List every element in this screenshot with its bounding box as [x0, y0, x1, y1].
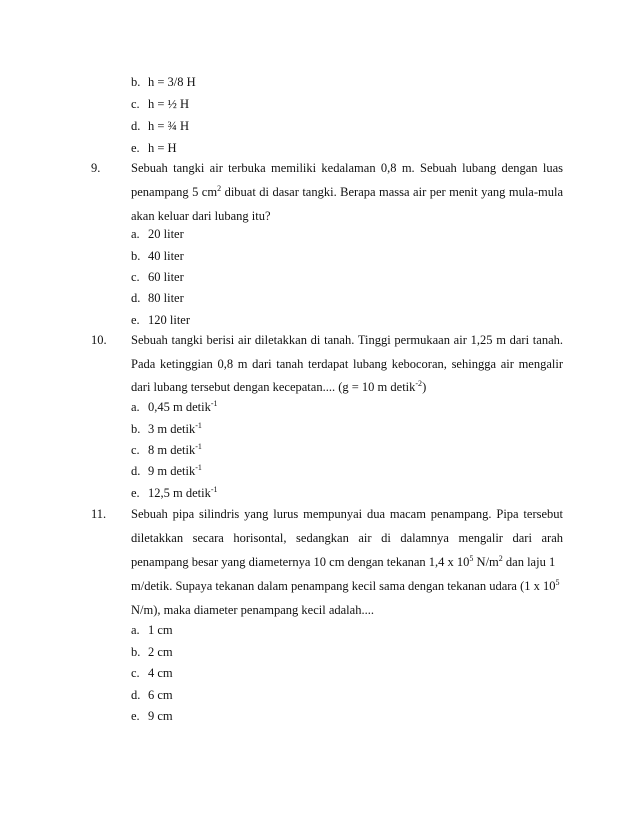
option-c: [0, 94, 638, 114]
question-10-option-e: [0, 483, 638, 503]
option-letter: b.: [131, 75, 141, 89]
question-text: [131, 576, 563, 596]
text-segment: penampang besar yang diameternya 10 cm dengan tekanan 1,4 x 10: [131, 555, 470, 569]
option-letter: a.: [131, 227, 140, 241]
option-text: h = ½ H: [148, 97, 190, 111]
option-letter: d.: [131, 688, 141, 702]
option-e: [0, 138, 638, 158]
option-text: [148, 397, 218, 417]
option-text: 2 cm: [148, 645, 173, 659]
text-segment: 3 m detik: [148, 422, 196, 436]
superscript: -2: [415, 379, 423, 388]
option-text: h = 3/8 H: [148, 75, 196, 89]
superscript: 2: [498, 554, 503, 563]
question-11-line-2: [0, 528, 638, 548]
text-segment: m/detik. Supaya tekanan dalam penampang kecil sama dengan tekanan udara (1 x 10: [131, 579, 556, 593]
option-text: h = ¾ H: [148, 119, 190, 133]
superscript: -1: [195, 463, 202, 472]
question-9-line-3: [0, 206, 638, 226]
option-text: h = H: [148, 141, 177, 155]
option-letter: c.: [131, 97, 140, 111]
text-segment: dan laju 1: [502, 555, 556, 569]
option-letter: d.: [131, 464, 141, 478]
question-11-line-4: [0, 576, 638, 596]
question-number: 10.: [91, 333, 107, 347]
option-text: 1 cm: [148, 623, 173, 637]
option-letter: e.: [131, 141, 140, 155]
superscript: 5: [555, 578, 560, 587]
question-text: [131, 552, 563, 572]
superscript: 5: [469, 554, 474, 563]
question-11-option-c: [0, 663, 638, 683]
question-text: Sebuah pipa silindris yang lurus mempunyai dua macam penampang. Pipa tersebut: [131, 507, 563, 521]
option-text: 9 cm: [148, 709, 173, 723]
option-text: 120 liter: [148, 313, 191, 327]
option-letter: a.: [131, 400, 140, 414]
question-text: [131, 377, 563, 397]
question-11-line-5: [0, 600, 638, 620]
question-text: Pada ketinggian 0,8 m dari tanah terdapat lubang kebocoran, sehingga air mengalir: [131, 357, 563, 371]
option-text: [148, 461, 202, 481]
question-11-option-b: [0, 642, 638, 662]
option-letter: b.: [131, 645, 141, 659]
option-text: 60 liter: [148, 270, 184, 284]
option-letter: e.: [131, 486, 140, 500]
text-segment: dibuat di dasar tangki. Berapa massa air per menit yang mula-mula: [221, 185, 564, 199]
option-letter: b.: [131, 249, 141, 263]
question-9-option-a: [0, 224, 638, 244]
option-text: 4 cm: [148, 666, 173, 680]
question-10-option-b: [0, 419, 638, 439]
option-letter: b.: [131, 422, 141, 436]
question-text: Sebuah tangki air terbuka memiliki kedalaman 0,8 m. Sebuah lubang dengan luas: [131, 161, 563, 175]
text-segment: penampang 5 cm: [131, 185, 218, 199]
superscript: -1: [210, 485, 218, 494]
superscript: 2: [217, 184, 222, 193]
question-text: akan keluar dari lubang itu?: [131, 209, 271, 223]
option-letter: c.: [131, 443, 140, 457]
question-11-option-d: [0, 685, 638, 705]
option-letter: c.: [131, 666, 140, 680]
question-11-option-a: [0, 620, 638, 640]
question-text: N/m), maka diameter penampang kecil adalah....: [131, 603, 374, 617]
question-10-option-d: [0, 461, 638, 481]
question-11-option-e: [0, 706, 638, 726]
question-10-option-c: [0, 440, 638, 460]
option-letter: e.: [131, 709, 140, 723]
text-segment: 9 m detik: [148, 464, 196, 478]
question-9-line-2: [0, 182, 638, 202]
question-number: 9.: [91, 161, 101, 175]
question-text: Sebuah tangki berisi air diletakkan di tanah. Tinggi permukaan air 1,25 m dari tanah.: [131, 333, 563, 347]
text-segment: ): [422, 380, 427, 394]
option-letter: c.: [131, 270, 140, 284]
option-text: [148, 419, 202, 439]
question-text: diletakkan secara horisontal, sedangkan air di dalamnya mengalir dari arah: [131, 531, 563, 545]
question-10-line-1: [0, 330, 638, 350]
question-10-line-2: [0, 354, 638, 374]
question-9-option-d: [0, 288, 638, 308]
superscript: -1: [195, 442, 202, 451]
question-11-line-3: [0, 552, 638, 572]
question-10-option-a: [0, 397, 638, 417]
question-11-line-1: [0, 504, 638, 524]
option-text: 80 liter: [148, 291, 184, 305]
question-9-option-b: [0, 246, 638, 266]
option-text: [148, 483, 218, 503]
option-letter: d.: [131, 291, 141, 305]
question-9-option-e: [0, 310, 638, 330]
option-letter: e.: [131, 313, 140, 327]
superscript: -1: [210, 399, 218, 408]
option-text: [148, 440, 202, 460]
question-9-line-1: [0, 158, 638, 178]
option-b: [0, 72, 638, 92]
text-segment: 0,45 m detik: [148, 400, 211, 414]
text-segment: N/m: [473, 555, 499, 569]
option-text: 40 liter: [148, 249, 184, 263]
option-letter: d.: [131, 119, 141, 133]
text-segment: 12,5 m detik: [148, 486, 211, 500]
option-d: [0, 116, 638, 136]
question-text: [131, 182, 563, 202]
option-letter: a.: [131, 623, 140, 637]
question-number: 11.: [91, 507, 107, 521]
option-text: 20 liter: [148, 227, 184, 241]
text-segment: 8 m detik: [148, 443, 196, 457]
question-10-line-3: [0, 377, 638, 397]
superscript: -1: [195, 421, 202, 430]
question-9-option-c: [0, 267, 638, 287]
option-text: 6 cm: [148, 688, 173, 702]
text-segment: dari lubang tersebut dengan kecepatan.... (g = 10 m detik: [131, 380, 416, 394]
